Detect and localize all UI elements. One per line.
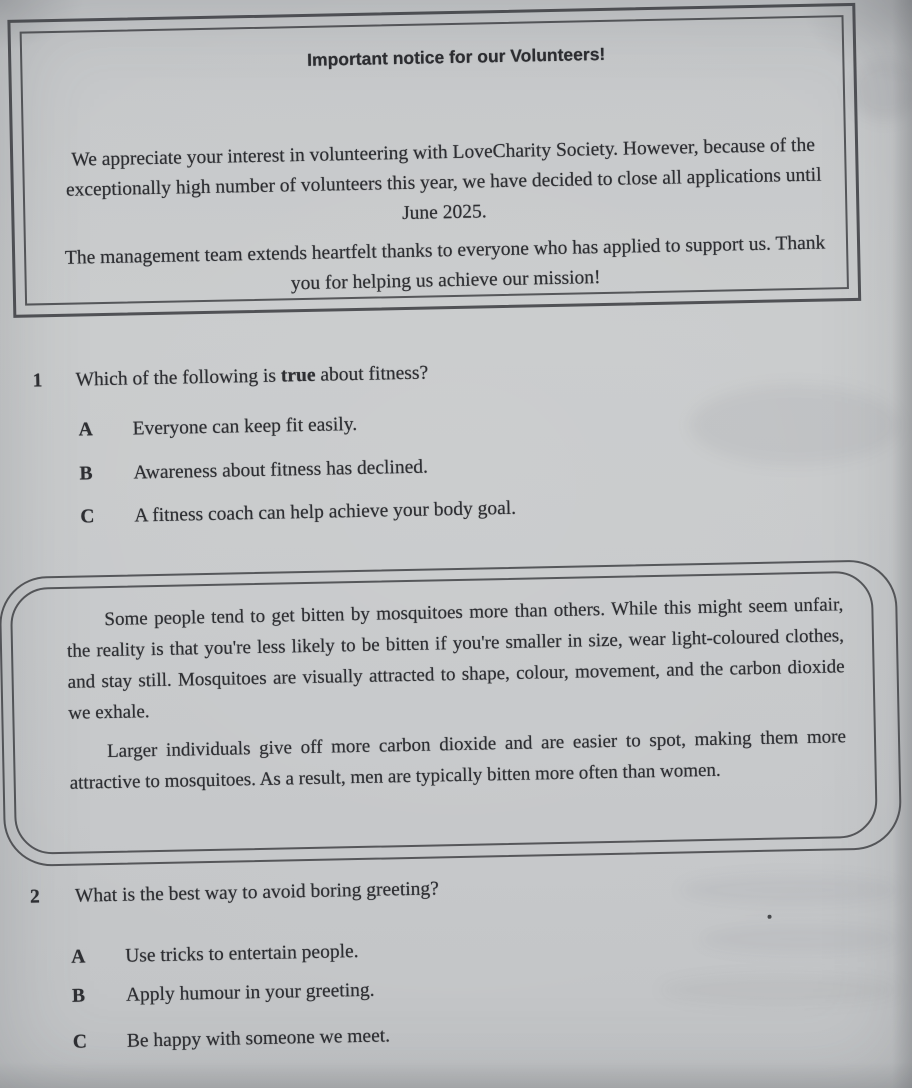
notice-title: Important notice for our Volunteers! [306, 43, 606, 70]
question-1-text-after: about fitness? [315, 362, 429, 386]
passage-paragraph-2: Larger individuals give off more carbon dioxide and are easier to spot, making them more attractive to mosquitoes. As a result, men are typically bitten more often than women. [69, 726, 847, 794]
photo-corner-shadow [752, 0, 912, 120]
photo-corner-shadow [0, 0, 120, 70]
question-1-text-before: Which of the following is [75, 365, 282, 391]
option-text: Everyone can keep fit easily. [132, 413, 358, 440]
option-text: A fitness coach can help achieve your body goal. [134, 497, 517, 527]
ink-speck [768, 915, 772, 919]
option-text: Use tricks to entertain people. [124, 941, 359, 967]
option-text: Be happy with someone we meet. [126, 1025, 391, 1052]
passage-paragraph-1: Some people tend to get bitten by mosquitoes more than others. While this might seem unfair, the reality is that you're less likely to be bitten if you're smaller in size, wear light-coloured clothes, and stay still. Mosquitoes are visually attracted to shape, colour, movement, and the carbon dioxide we exhale. [66, 594, 845, 724]
option-letter: B [71, 985, 86, 1007]
notice-box-inner [20, 15, 849, 305]
option-letter: B [79, 463, 93, 485]
option-letter: C [80, 506, 95, 528]
option-letter: C [72, 1031, 88, 1053]
question-2-number: 2 [29, 886, 40, 908]
option-letter: A [71, 946, 86, 968]
question-1-text [75, 354, 835, 391]
question-2-text: What is the best way to avoid boring greeting? [74, 878, 440, 907]
option-letter: A [78, 419, 93, 441]
photo-edge-shadow [892, 0, 912, 1088]
photo-edge-shadow [0, 1062, 912, 1088]
photo-smudge [660, 975, 900, 1005]
photo-smudge [690, 385, 900, 465]
photo-smudge [700, 925, 900, 953]
photo-smudge [680, 875, 900, 905]
passage-box-inner [10, 571, 878, 855]
question-1-text-bold: true [280, 364, 316, 387]
notice-box [7, 3, 861, 318]
passage-box [0, 559, 902, 867]
notice-paragraph-2: The management team extends heartfelt thanks to everyone who has applied to support us. Thank you for helping us achieve our mission! [64, 232, 826, 295]
question-1-number: 1 [32, 370, 43, 392]
option-text: Apply humour in your greeting. [125, 979, 375, 1006]
option-text: Awareness about fitness has declined. [133, 456, 429, 484]
notice-paragraph-1: We appreciate your interest in volunteering with LoveCharity Society. However, because of the exceptionally high number of volunteers this year, we have decided to close all applications until June 2025. [65, 134, 822, 225]
